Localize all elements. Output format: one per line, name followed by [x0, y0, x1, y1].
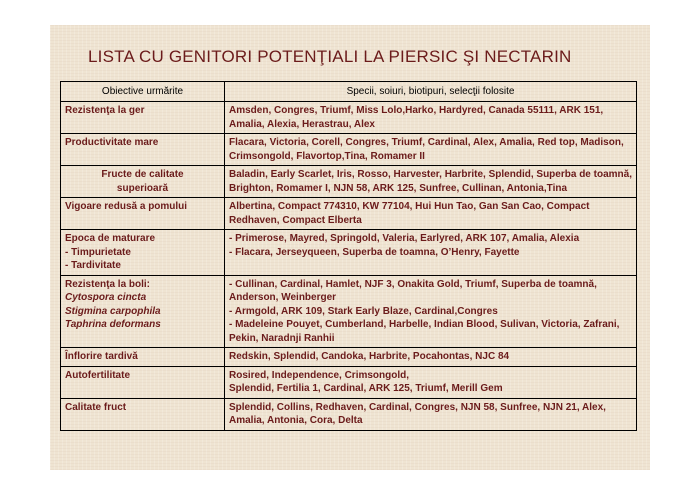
varieties-text: Redskin, Splendid, Candoka, Harbrite, Pocahontas, NJC 84 — [229, 351, 510, 362]
breeders-table — [60, 81, 637, 431]
objective-text: - Tardivitate — [65, 260, 121, 271]
varieties-text: - Primerose, Mayred, Springold, Valeria, Earlyred, ARK 107, Amalia, Alexia — [229, 233, 580, 244]
varieties-text: - Cullinan, Cardinal, Hamlet, NJF 3, Onakita Gold, Triumf, Superba de toamnă, Anderson, Weinberger — [229, 278, 597, 303]
objective-cell — [61, 275, 225, 348]
table-row — [61, 230, 637, 276]
varieties-text: Rosired, Independence, Crimsongold, — [229, 369, 410, 381]
objective-text: Înflorire tardivă — [65, 351, 138, 362]
varieties-text: Splendid, Collins, Redhaven, Cardinal, Congres, NJN 58, Sunfree, NJN 21, Alex, Amalia, Antonia, Cora, Delta — [229, 401, 606, 426]
objective-cell — [61, 166, 225, 198]
objective-text: Stigmina carpophila — [65, 305, 161, 317]
varieties-cell — [225, 230, 637, 276]
objective-text: Vigoare redusă a pomului — [65, 201, 188, 212]
varieties-cell — [225, 275, 637, 348]
table-row — [61, 348, 637, 367]
varieties-cell — [225, 398, 637, 430]
varieties-text: Albertina, Compact 774310, KW 77104, Hui Hun Tao, Gan San Cao, Compact Redhaven, Compact Elberta — [229, 201, 590, 226]
objective-text: Fructe de calitate — [101, 169, 184, 180]
table-row — [61, 275, 637, 348]
objective-text: Rezistenţa la boli: — [65, 278, 151, 290]
objective-text: Epoca de maturare — [65, 233, 156, 244]
objective-cell — [61, 230, 225, 276]
varieties-cell — [225, 366, 637, 398]
objective-text: Taphrina deformans — [65, 319, 161, 330]
slide — [50, 25, 650, 470]
objective-text: Cytospora cincta — [65, 292, 147, 303]
page-title: LISTA CU GENITORI POTENŢIALI LA PIERSIC ŞI NECTARIN — [88, 47, 572, 66]
table-row — [61, 134, 637, 166]
varieties-text: - Flacara, Jerseyqueen, Superba de toamna, O’Henry, Fayette — [229, 246, 520, 258]
varieties-cell — [225, 166, 637, 198]
objective-cell — [61, 134, 225, 166]
varieties-text: - Madeleine Pouyet, Cumberland, Harbelle, Indian Blood, Sulivan, Victoria, Zafrani, Pekin, Naradnji Ranhii — [229, 319, 620, 344]
varieties-cell — [225, 102, 637, 134]
table-row — [61, 102, 637, 134]
varieties-text: - Armgold, ARK 109, Stark Early Blaze, Cardinal,Congres — [229, 305, 498, 317]
varieties-cell — [225, 348, 637, 367]
objective-text: Productivitate mare — [65, 137, 159, 148]
objective-cell — [61, 366, 225, 398]
table-row — [61, 398, 637, 430]
varieties-cell — [225, 134, 637, 166]
header-objectives: Obiective urmărite — [61, 82, 225, 102]
objective-text: Rezistenţa la ger — [65, 105, 145, 116]
objective-text: Calitate fruct — [65, 401, 127, 413]
objective-text: Autofertilitate — [65, 369, 130, 381]
table-row — [61, 198, 637, 230]
objective-text: superioară — [116, 182, 169, 194]
objective-text: - Timpurietate — [65, 246, 131, 258]
table-row — [61, 366, 637, 398]
header-varieties: Specii, soiuri, biotipuri, selecţii folosite — [225, 82, 637, 102]
objective-cell — [61, 348, 225, 367]
varieties-text: Flacara, Victoria, Corell, Congres, Triumf, Cardinal, Alex, Amalia, Red top, Madison, Crimsongold, Flavortop,Tina, Romamer II — [229, 137, 624, 162]
varieties-text: Baladin, Early Scarlet, Iris, Rosso, Harvester, Harbrite, Splendid, Superba de toamnă, Brighton, Romamer I, NJN 58, ARK 125, Sunfree, Cullinan, Antonia,Tina — [229, 169, 632, 194]
objective-cell — [61, 102, 225, 134]
table-header-row — [61, 82, 637, 102]
varieties-cell — [225, 198, 637, 230]
objective-cell — [61, 398, 225, 430]
varieties-text: Splendid, Fertilia 1, Cardinal, ARK 125, Triumf, Merill Gem — [229, 383, 503, 394]
objective-cell — [61, 198, 225, 230]
varieties-text: Amsden, Congres, Triumf, Miss Lolo,Harko, Hardyred, Canada 55111, ARK 151, Amalia, Alexia, Herastrau, Alex — [229, 105, 604, 130]
table-row — [61, 166, 637, 198]
